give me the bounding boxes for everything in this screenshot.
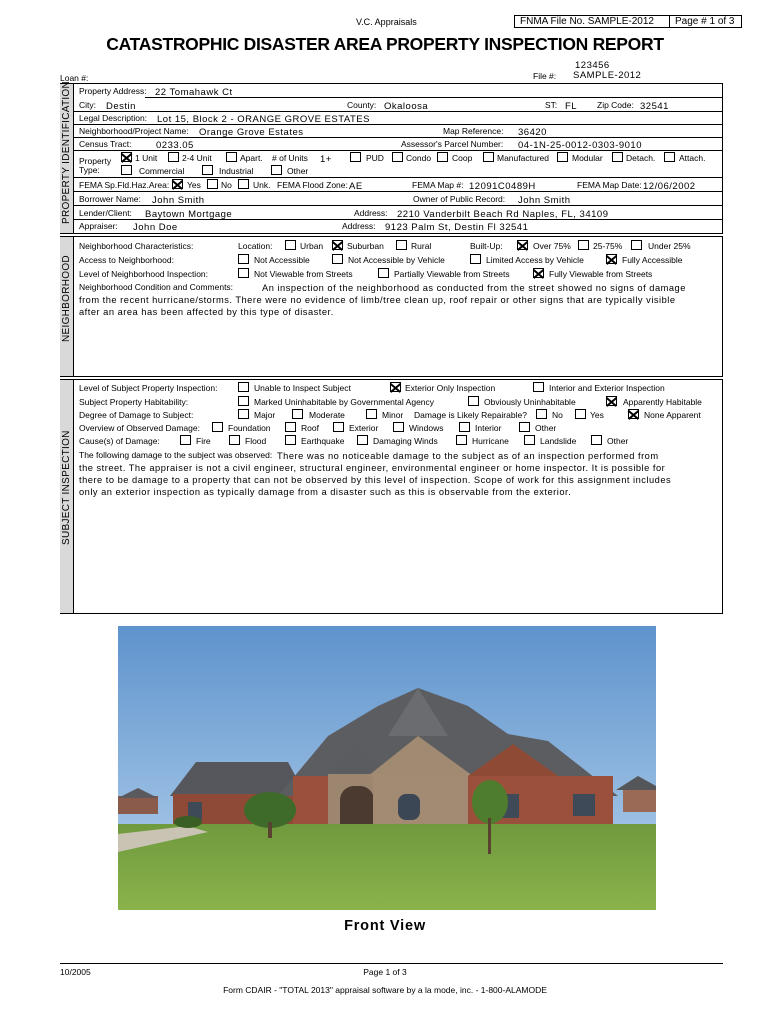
exterior-damage-label: Exterior	[349, 423, 379, 433]
flood-zone-value: AE	[349, 181, 363, 192]
fema-yes-label: Yes	[187, 180, 201, 190]
suburban-checkbox[interactable]	[332, 240, 343, 250]
pud-checkbox[interactable]	[350, 152, 361, 162]
interior-exterior-checkbox[interactable]	[533, 382, 544, 392]
map-reference-value: 36420	[518, 127, 547, 138]
neighborhood-comment-line-3: after an area has been affected by this type of disaster.	[79, 307, 334, 317]
property-type-label: Property	[79, 156, 112, 166]
apartment-checkbox[interactable]	[226, 152, 237, 162]
cause-damage-label: Cause(s) of Damage:	[79, 436, 160, 446]
repairable-label: Damage is Likely Repairable?	[414, 410, 527, 420]
partially-viewable-checkbox[interactable]	[378, 268, 389, 278]
other-damage-checkbox[interactable]	[519, 422, 530, 432]
fire-label: Fire	[196, 436, 211, 446]
access-label: Access to Neighborhood:	[79, 255, 174, 265]
habitability-label: Subject Property Habitability:	[79, 397, 189, 407]
lender-label: Lender/Client:	[79, 208, 132, 218]
appraiser-value: John Doe	[133, 222, 178, 233]
fire-checkbox[interactable]	[180, 435, 191, 445]
landslide-checkbox[interactable]	[524, 435, 535, 445]
file-label: File #:	[533, 71, 557, 81]
flood-zone-label: FEMA Flood Zone:	[277, 180, 348, 190]
modular-label: Modular	[572, 153, 603, 163]
suburban-label: Suburban	[347, 241, 384, 251]
industrial-checkbox[interactable]	[202, 165, 213, 175]
fema-unk-label: Unk.	[253, 180, 271, 190]
under-25-label: Under 25%	[648, 241, 691, 251]
minor-label: Minor	[382, 410, 404, 420]
foundation-label: Foundation	[228, 423, 271, 433]
other-damage-label: Other	[535, 423, 557, 433]
obviously-uninhabitable-checkbox[interactable]	[468, 396, 479, 406]
appraiser-address-value: 9123 Palm St, Destin Fl 32541	[385, 222, 529, 233]
obviously-uninhabitable-label: Obviously Uninhabitable	[484, 397, 576, 407]
report-title: CATASTROPHIC DISASTER AREA PROPERTY INSPECTION REPORT	[106, 34, 664, 54]
project-name-label: Neighborhood/Project Name:	[79, 126, 189, 136]
county-value: Okaloosa	[384, 101, 429, 112]
legal-description-label: Legal Description:	[79, 113, 148, 123]
pud-label: PUD	[366, 153, 384, 163]
landslide-label: Landslide	[540, 436, 577, 446]
fully-viewable-label: Fully Viewable from Streets	[549, 269, 653, 279]
location-label: Location:	[238, 241, 273, 251]
property-type-label-2: Type:	[79, 165, 100, 175]
other-type-checkbox[interactable]	[271, 165, 282, 175]
footer-form-info: Form CDAIR - "TOTAL 2013" appraisal software by a la mode, inc. - 1-800-ALAMODE	[223, 985, 547, 995]
footer-page-number: Page 1 of 3	[363, 967, 407, 977]
fnma-file-number: FNMA File No. SAMPLE-2012	[514, 15, 670, 28]
windows-checkbox[interactable]	[393, 422, 404, 432]
not-viewable-label: Not Viewable from Streets	[254, 269, 353, 279]
property-address-value: 22 Tomahawk Ct	[155, 87, 233, 98]
census-tract-value: 0233.05	[156, 140, 194, 151]
limited-access-checkbox[interactable]	[470, 254, 481, 264]
attached-label: Attach.	[679, 153, 706, 163]
25-75-label: 25-75%	[593, 241, 623, 251]
2-4-unit-label: 2-4 Unit	[182, 153, 212, 163]
damaging-winds-label: Damaging Winds	[373, 436, 438, 446]
marked-uninhabitable-checkbox[interactable]	[238, 396, 249, 406]
not-accessible-checkbox[interactable]	[238, 254, 249, 264]
state-label: ST:	[545, 100, 558, 110]
not-accessible-vehicle-label: Not Accessible by Vehicle	[348, 255, 445, 265]
coop-label: Coop	[452, 153, 473, 163]
units-value: 1+	[320, 154, 332, 165]
front-view-photo	[118, 626, 656, 910]
rural-label: Rural	[411, 241, 432, 251]
detached-label: Detach.	[626, 153, 656, 163]
condo-label: Condo	[406, 153, 432, 163]
lender-address-value: 2210 Vanderbilt Beach Rd Naples, FL, 34109	[397, 209, 609, 220]
industrial-label: Industrial	[219, 166, 254, 176]
photo-caption: Front View	[344, 918, 426, 934]
hurricane-label: Hurricane	[472, 436, 509, 446]
apparently-habitable-checkbox[interactable]	[606, 396, 617, 406]
unable-inspect-checkbox[interactable]	[238, 382, 249, 392]
city-value: Destin	[106, 101, 136, 112]
flood-checkbox[interactable]	[229, 435, 240, 445]
rural-checkbox[interactable]	[396, 240, 407, 250]
1-unit-label: 1 Unit	[135, 153, 158, 163]
damage-observed-label: The following damage to the subject was observed:	[79, 450, 273, 460]
other-cause-checkbox[interactable]	[591, 435, 602, 445]
repairable-no-label: No	[552, 410, 563, 420]
not-accessible-vehicle-checkbox[interactable]	[332, 254, 343, 264]
roof-label: Roof	[301, 423, 319, 433]
windows-label: Windows	[409, 423, 444, 433]
earthquake-label: Earthquake	[301, 436, 345, 446]
legal-description-value: Lot 15, Block 2 - ORANGE GROVE ESTATES	[157, 114, 370, 125]
fully-accessible-checkbox[interactable]	[606, 254, 617, 264]
partially-viewable-label: Partially Viewable from Streets	[394, 269, 510, 279]
foundation-checkbox[interactable]	[212, 422, 223, 432]
exterior-only-checkbox[interactable]	[390, 382, 401, 392]
zip-value: 32541	[640, 101, 669, 112]
county-label: County:	[347, 100, 377, 110]
observation-line-3: there to be damage to a property that can not be observed by this level of inspection. Scope of work for this assignment includes	[79, 475, 672, 485]
property-address-label: Property Address:	[79, 86, 147, 96]
earthquake-checkbox[interactable]	[285, 435, 296, 445]
neighborhood-comment-line-2: from the recent hurricane/storms. There were no evidence of limb/tree clean up, roof repair or other signs that are typically visible	[79, 295, 676, 305]
2-4-unit-checkbox[interactable]	[168, 152, 179, 162]
not-viewable-checkbox[interactable]	[238, 268, 249, 278]
fully-viewable-checkbox[interactable]	[533, 268, 544, 278]
neighborhood-label: NEIGHBORHOOD	[61, 255, 72, 342]
apartment-label: Apart.	[240, 153, 263, 163]
moderate-checkbox[interactable]	[292, 409, 303, 419]
map-reference-label: Map Reference:	[443, 126, 504, 136]
not-accessible-label: Not Accessible	[254, 255, 310, 265]
other-cause-label: Other	[607, 436, 629, 446]
observation-line-4: only an exterior inspection as typically damage from a disaster such as this is observable from the exterior.	[79, 487, 572, 497]
appraiser-address-label: Address:	[342, 221, 376, 231]
limited-access-label: Limited Access by Vehicle	[486, 255, 584, 265]
exterior-damage-checkbox[interactable]	[333, 422, 344, 432]
interior-exterior-label: Interior and Exterior Inspection	[549, 383, 665, 393]
major-checkbox[interactable]	[238, 409, 249, 419]
owner-label: Owner of Public Record:	[413, 194, 506, 204]
lender-value: Baytown Mortgage	[145, 209, 233, 220]
hurricane-checkbox[interactable]	[456, 435, 467, 445]
parcel-number-label: Assessor's Parcel Number:	[401, 139, 504, 149]
marked-uninhabitable-label: Marked Uninhabitable by Governmental Agency	[254, 397, 435, 407]
built-up-label: Built-Up:	[470, 241, 503, 251]
owner-value: John Smith	[518, 195, 571, 206]
neighborhood-char-label: Neighborhood Characteristics:	[79, 241, 194, 251]
urban-checkbox[interactable]	[285, 240, 296, 250]
unable-inspect-label: Unable to Inspect Subject	[254, 383, 351, 393]
fema-area-label: FEMA Sp.Fld.Haz.Area:	[79, 180, 170, 190]
fema-unk-checkbox[interactable]	[238, 179, 249, 189]
minor-checkbox[interactable]	[366, 409, 377, 419]
repairable-no-checkbox[interactable]	[536, 409, 547, 419]
fully-accessible-label: Fully Accessible	[622, 255, 683, 265]
file-number-bottom: SAMPLE-2012	[573, 70, 642, 81]
file-number-top: 123456	[575, 60, 610, 71]
census-tract-label: Census Tract:	[79, 139, 132, 149]
units-label: # of Units	[272, 153, 308, 163]
observation-line-2: the street. The appraiser is not a civil engineer, structural engineer, environmental engineer or home inspector. It is possible for	[79, 463, 666, 473]
over-75-checkbox[interactable]	[517, 240, 528, 250]
property-identification-label: PROPERTY IDENTIFICATION	[61, 80, 72, 224]
inspection-level-label: Level of Neighborhood Inspection:	[79, 269, 209, 279]
fema-date-label: FEMA Map Date:	[577, 180, 642, 190]
observation-line-1: There was no noticeable damage to the subject as of an inspection performed from	[277, 451, 659, 461]
attached-checkbox[interactable]	[664, 152, 675, 162]
moderate-label: Moderate	[309, 410, 345, 420]
roof-checkbox[interactable]	[285, 422, 296, 432]
company-name: V.C. Appraisals	[356, 17, 417, 27]
coop-checkbox[interactable]	[437, 152, 448, 162]
zip-label: Zip Code:	[597, 100, 634, 110]
state-value: FL	[565, 101, 578, 112]
under-25-checkbox[interactable]	[631, 240, 642, 250]
interior-checkbox[interactable]	[459, 422, 470, 432]
damaging-winds-checkbox[interactable]	[357, 435, 368, 445]
page-number-box: Page # 1 of 3	[670, 15, 742, 28]
condition-comments-label: Neighborhood Condition and Comments:	[79, 282, 234, 292]
over-75-label: Over 75%	[533, 241, 571, 251]
subject-inspection-label: SUBJECT INSPECTION	[61, 430, 72, 545]
other-type-label: Other	[287, 166, 309, 176]
city-label: City:	[79, 100, 96, 110]
footer-date: 10/2005	[60, 967, 91, 977]
borrower-label: Borrower Name:	[79, 194, 141, 204]
modular-checkbox[interactable]	[557, 152, 568, 162]
flood-label: Flood	[245, 436, 267, 446]
lender-address-label: Address:	[354, 208, 388, 218]
overview-damage-label: Overview of Observed Damage:	[79, 423, 200, 433]
fema-no-label: No	[221, 180, 232, 190]
detached-checkbox[interactable]	[612, 152, 623, 162]
degree-damage-label: Degree of Damage to Subject:	[79, 410, 194, 420]
manufactured-label: Manufactured	[497, 153, 549, 163]
house-photo-image	[118, 626, 656, 910]
apparently-habitable-label: Apparently Habitable	[623, 397, 702, 407]
interior-label: Interior	[475, 423, 502, 433]
appraiser-label: Appraiser:	[79, 221, 118, 231]
loan-label: Loan #:	[60, 73, 89, 83]
1-unit-checkbox[interactable]	[121, 152, 132, 162]
neighborhood-comment-line-1: An inspection of the neighborhood as conducted from the street showed no signs of damage	[262, 283, 686, 293]
manufactured-checkbox[interactable]	[483, 152, 494, 162]
none-apparent-label: None Apparent	[644, 410, 701, 420]
commercial-label: Commercial	[139, 166, 185, 176]
condo-checkbox[interactable]	[392, 152, 403, 162]
none-apparent-checkbox[interactable]	[628, 409, 639, 419]
subject-level-label: Level of Subject Property Inspection:	[79, 383, 218, 393]
project-name-value: Orange Grove Estates	[199, 127, 304, 138]
major-label: Major	[254, 410, 276, 420]
repairable-yes-label: Yes	[590, 410, 604, 420]
fema-date-value: 12/06/2002	[643, 181, 696, 192]
exterior-only-label: Exterior Only Inspection	[405, 383, 496, 393]
fema-map-label: FEMA Map #:	[412, 180, 464, 190]
25-75-checkbox[interactable]	[578, 240, 589, 250]
fema-yes-checkbox[interactable]	[172, 179, 183, 189]
borrower-value: John Smith	[152, 195, 205, 206]
commercial-checkbox[interactable]	[121, 165, 132, 175]
fema-map-value: 12091C0489H	[469, 181, 536, 192]
urban-label: Urban	[300, 241, 324, 251]
parcel-number-value: 04-1N-25-0012-0303-9010	[518, 140, 642, 151]
repairable-yes-checkbox[interactable]	[575, 409, 586, 419]
fema-no-checkbox[interactable]	[207, 179, 218, 189]
